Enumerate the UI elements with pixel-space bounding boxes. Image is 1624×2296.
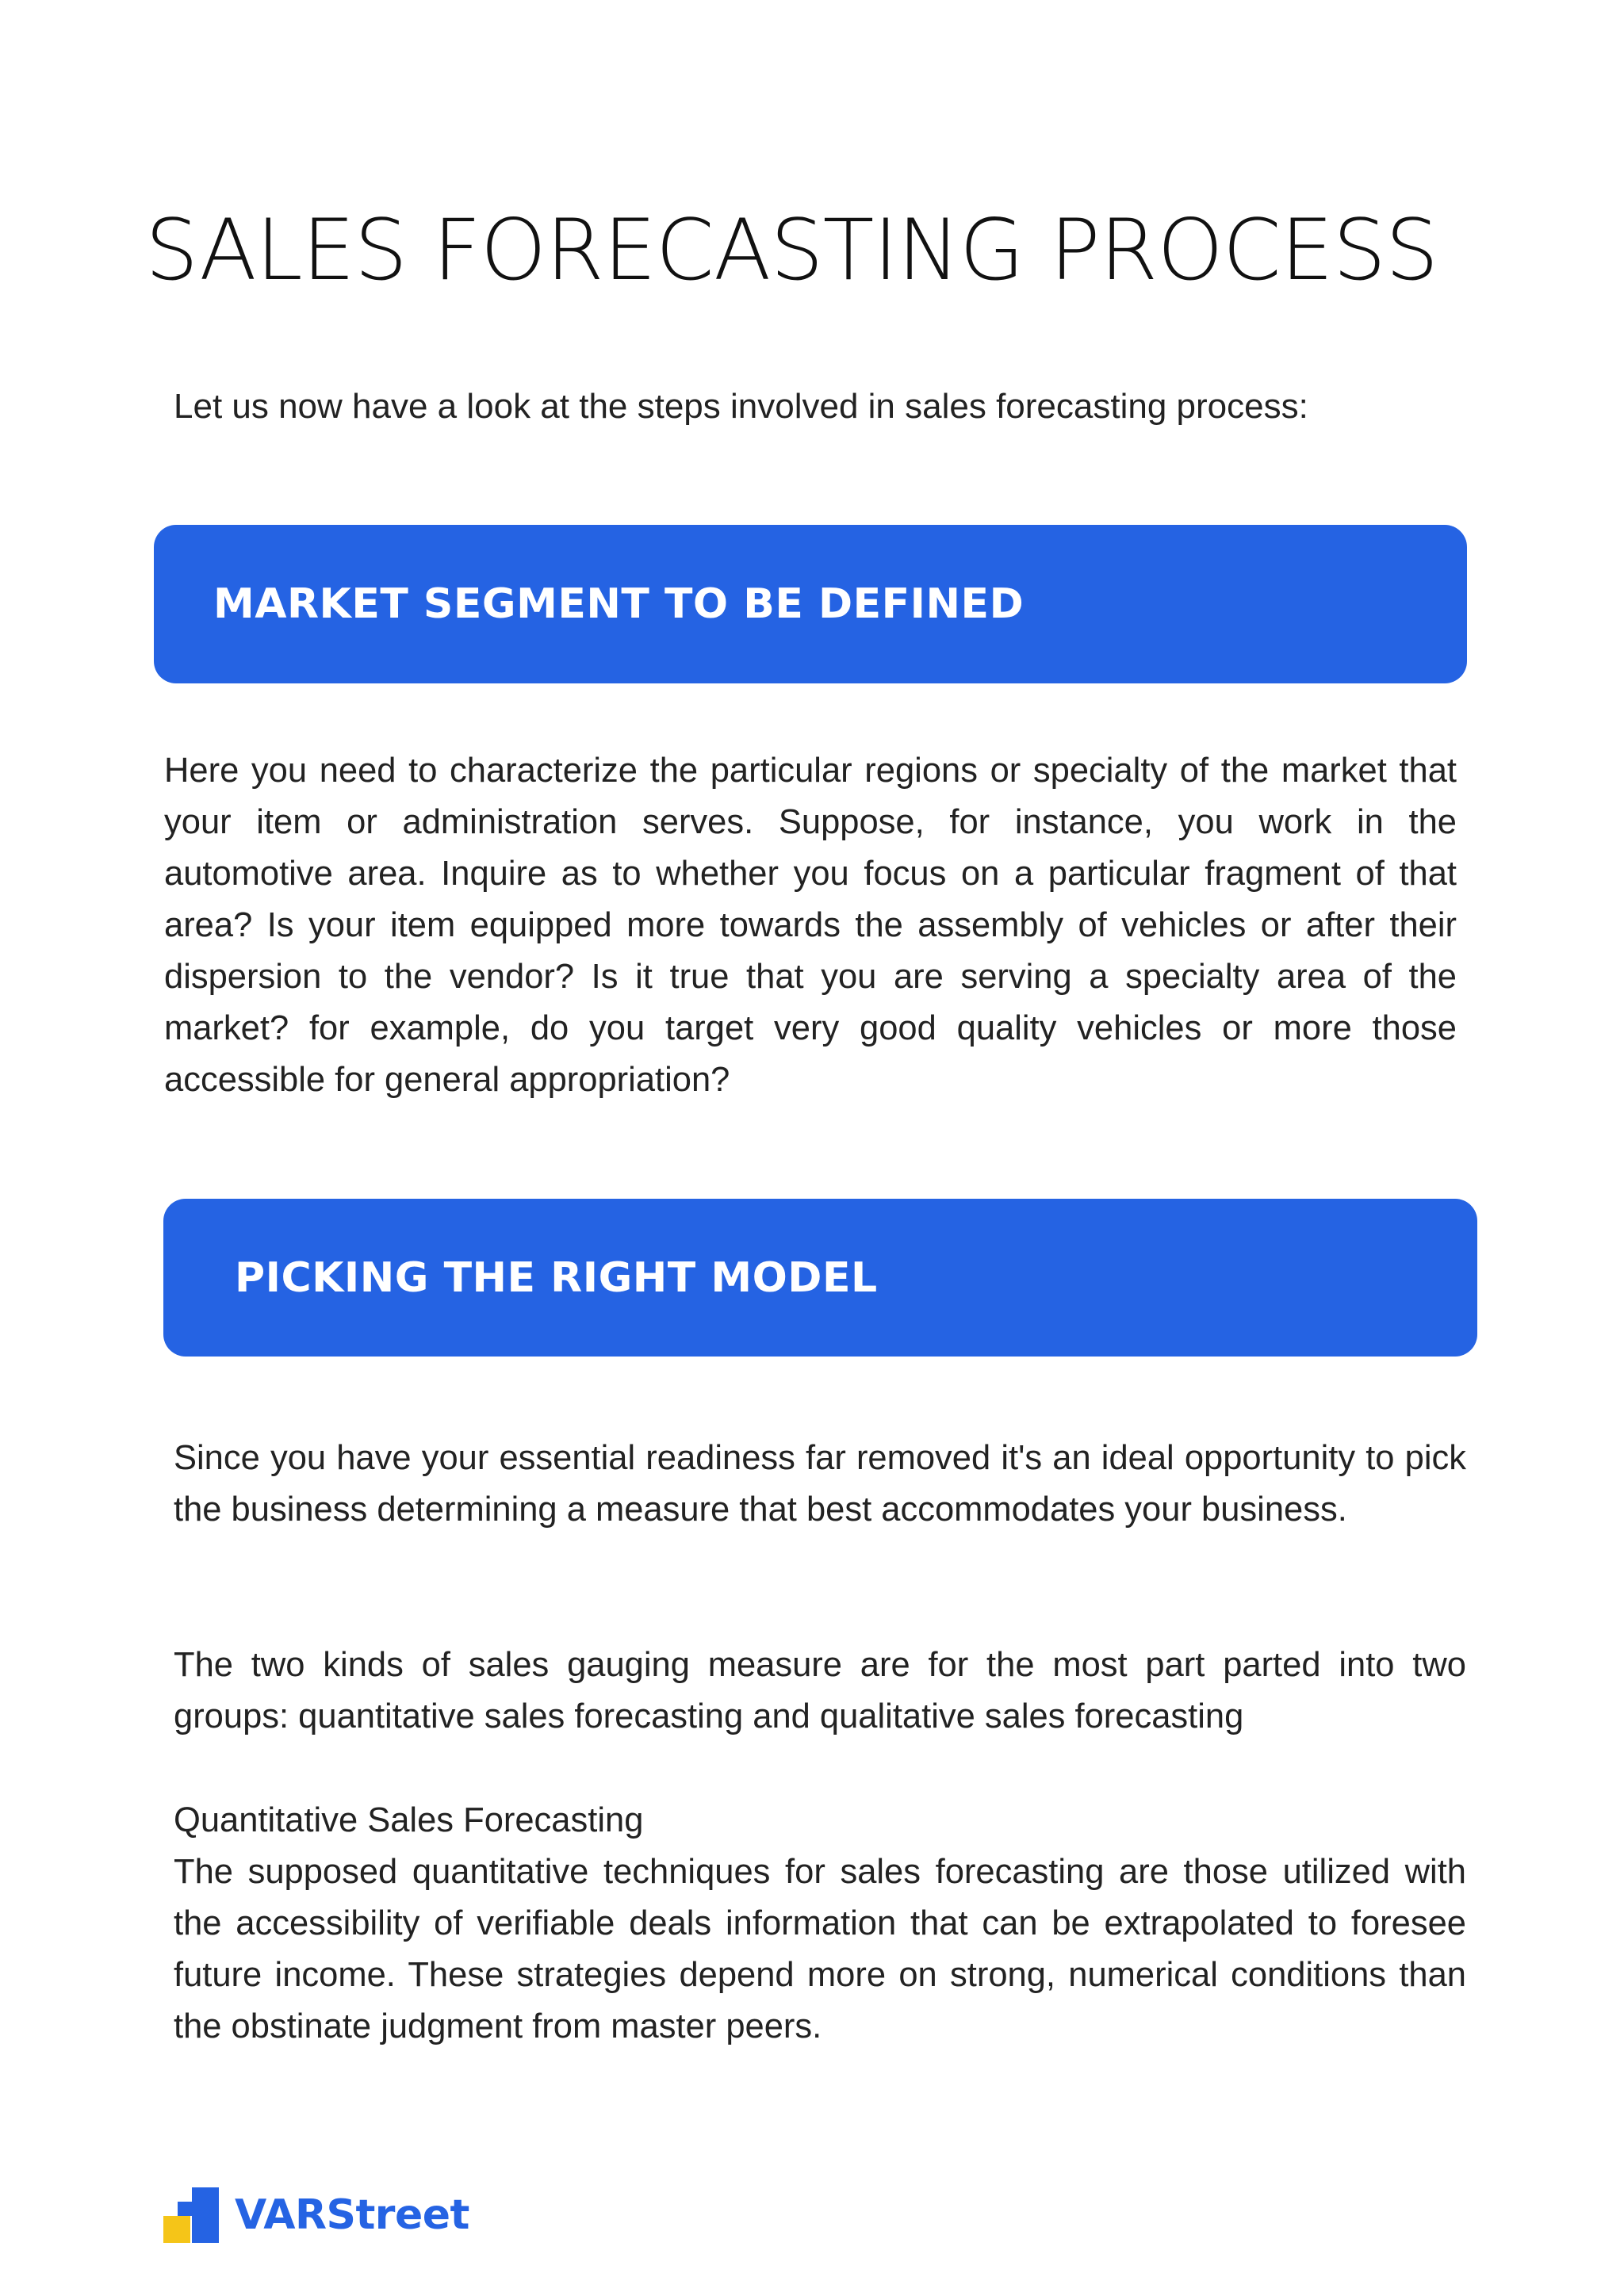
market-segment-paragraph: Here you need to characterize the particular regions or specialty of the market that your item or administration serves. Suppose, for instance, you work in the automotive area. Inquire as to whether you focus on a particular fragment of that area? Is your item equipped more towards the assembly of vehicles or after their dispersion to the vendor? Is it true that you are serving a specialty area of the market? for example, do you target very good quality vehicles or more those accessible for general appropriation? (164, 752, 1457, 1099)
page-title: SALES FORECASTING PROCESS (145, 201, 1438, 299)
quantitative-paragraph: The supposed quantitative techniques for sales forecasting are those utilized with the accessibility of verifiable deals information that can be extrapolated to foresee future income. These strategies depend more on strong, numerical conditions than the obstinate judgment from master peers. (174, 1853, 1466, 2045)
quantitative-subheading: Quantitative Sales Forecasting (174, 1801, 644, 1839)
varstreet-logo-icon (163, 2187, 219, 2243)
footer-logo (163, 2187, 469, 2244)
picking-model-paragraph-1: Since you have your essential readiness far removed it's an ideal opportunity to pick the business determining a measure that best accommodates your business. (174, 1439, 1466, 1529)
section-heading-market-segment: MARKET SEGMENT TO BE DEFINED (213, 580, 1025, 628)
section-heading-picking-model: PICKING THE RIGHT MODEL (235, 1253, 878, 1302)
intro-text: Let us now have a look at the steps involved in sales forecasting process: (174, 387, 1308, 426)
brand-name: VARStreet (235, 2191, 469, 2239)
section-banner-picking-model (163, 1199, 1477, 1357)
picking-model-paragraph-2: The two kinds of sales gauging measure are for the most part parted into two groups: quantitative sales forecasting and qualitative sales forecasting (174, 1646, 1466, 1735)
section-banner-market-segment (154, 525, 1467, 683)
